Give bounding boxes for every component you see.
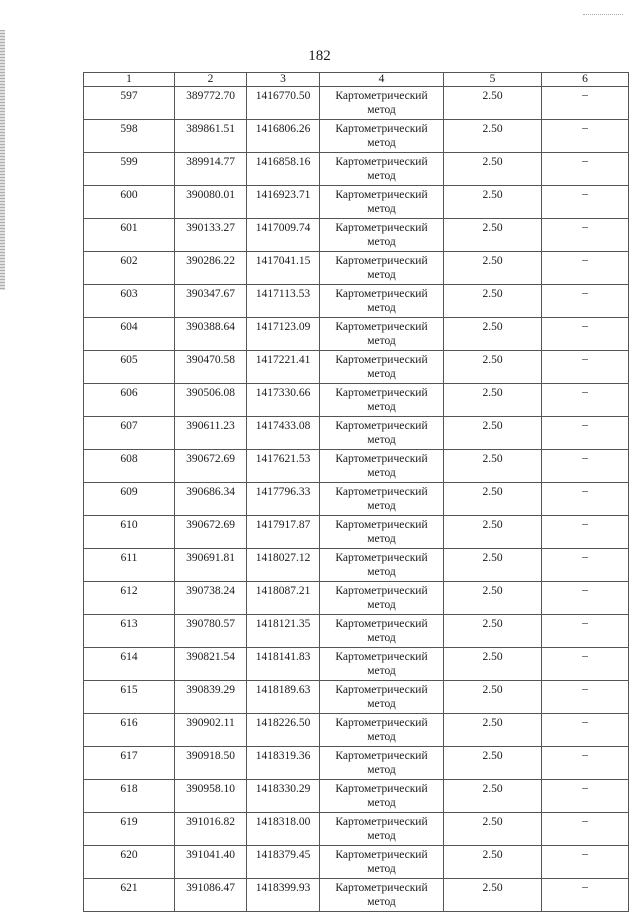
accuracy-cell: 2.50 xyxy=(444,516,542,549)
method-cell xyxy=(320,747,444,780)
point-number-cell: 597 xyxy=(84,87,175,120)
method-line-2: метод xyxy=(367,335,396,347)
table-row xyxy=(84,813,629,846)
method-cell xyxy=(320,285,444,318)
method-line-1: Картометрический xyxy=(335,123,428,135)
method-cell xyxy=(320,252,444,285)
point-number-cell: 598 xyxy=(84,120,175,153)
method-line-2: метод xyxy=(367,500,396,512)
point-number-cell: 606 xyxy=(84,384,175,417)
method-line-1: Картометрический xyxy=(335,288,428,300)
method-line-1: Картометрический xyxy=(335,816,428,828)
y-coordinate-cell: 1417796.33 xyxy=(247,483,320,516)
method-cell xyxy=(320,780,444,813)
method-line-2: метод xyxy=(367,797,396,809)
accuracy-cell: 2.50 xyxy=(444,714,542,747)
point-number-cell: 604 xyxy=(84,318,175,351)
method-line-1: Картометрический xyxy=(335,453,428,465)
note-cell: – xyxy=(542,681,629,714)
note-cell: – xyxy=(542,879,629,912)
note-cell: – xyxy=(542,87,629,120)
accuracy-cell: 2.50 xyxy=(444,351,542,384)
method-cell xyxy=(320,450,444,483)
method-line-2: метод xyxy=(367,170,396,182)
note-cell: – xyxy=(542,384,629,417)
method-cell xyxy=(320,186,444,219)
method-cell xyxy=(320,714,444,747)
x-coordinate-cell: 390958.10 xyxy=(175,780,247,813)
header-row xyxy=(84,73,629,87)
scan-edge-artifact xyxy=(0,30,5,290)
x-coordinate-cell: 390821.54 xyxy=(175,648,247,681)
accuracy-cell: 2.50 xyxy=(444,648,542,681)
x-coordinate-cell: 390918.50 xyxy=(175,747,247,780)
point-number-cell: 599 xyxy=(84,153,175,186)
method-line-1: Картометрический xyxy=(335,222,428,234)
x-coordinate-cell: 390133.27 xyxy=(175,219,247,252)
note-cell: – xyxy=(542,714,629,747)
method-line-2: метод xyxy=(367,731,396,743)
method-line-2: метод xyxy=(367,599,396,611)
x-coordinate-cell: 389914.77 xyxy=(175,153,247,186)
method-line-1: Картометрический xyxy=(335,618,428,630)
method-cell xyxy=(320,417,444,450)
x-coordinate-cell: 390902.11 xyxy=(175,714,247,747)
accuracy-cell: 2.50 xyxy=(444,285,542,318)
y-coordinate-cell: 1418226.50 xyxy=(247,714,320,747)
table-row xyxy=(84,417,629,450)
method-line-1: Картометрический xyxy=(335,156,428,168)
accuracy-cell: 2.50 xyxy=(444,219,542,252)
table-row xyxy=(84,120,629,153)
y-coordinate-cell: 1417917.87 xyxy=(247,516,320,549)
point-number-cell: 601 xyxy=(84,219,175,252)
note-cell: – xyxy=(542,615,629,648)
corner-mark xyxy=(583,14,623,15)
method-cell xyxy=(320,549,444,582)
point-number-cell: 602 xyxy=(84,252,175,285)
x-coordinate-cell: 390672.69 xyxy=(175,450,247,483)
point-number-cell: 603 xyxy=(84,285,175,318)
note-cell: – xyxy=(542,120,629,153)
method-line-2: метод xyxy=(367,863,396,875)
column-header-4: 4 xyxy=(320,73,444,87)
method-cell xyxy=(320,879,444,912)
method-line-1: Картометрический xyxy=(335,750,428,762)
point-number-cell: 616 xyxy=(84,714,175,747)
note-cell: – xyxy=(542,186,629,219)
note-cell: – xyxy=(542,813,629,846)
table-row xyxy=(84,318,629,351)
table-row xyxy=(84,285,629,318)
method-line-2: метод xyxy=(367,764,396,776)
point-number-cell: 608 xyxy=(84,450,175,483)
method-line-2: метод xyxy=(367,401,396,413)
column-header-5: 5 xyxy=(444,73,542,87)
accuracy-cell: 2.50 xyxy=(444,879,542,912)
method-cell xyxy=(320,351,444,384)
note-cell: – xyxy=(542,252,629,285)
accuracy-cell: 2.50 xyxy=(444,87,542,120)
x-coordinate-cell: 390691.81 xyxy=(175,549,247,582)
method-line-2: метод xyxy=(367,302,396,314)
y-coordinate-cell: 1417330.66 xyxy=(247,384,320,417)
method-cell xyxy=(320,483,444,516)
point-number-cell: 619 xyxy=(84,813,175,846)
x-coordinate-cell: 389772.70 xyxy=(175,87,247,120)
table-row xyxy=(84,87,629,120)
point-number-cell: 620 xyxy=(84,846,175,879)
note-cell: – xyxy=(542,516,629,549)
x-coordinate-cell: 389861.51 xyxy=(175,120,247,153)
table-row xyxy=(84,252,629,285)
method-cell xyxy=(320,615,444,648)
method-line-2: метод xyxy=(367,203,396,215)
page-number: 182 xyxy=(308,48,331,64)
accuracy-cell: 2.50 xyxy=(444,384,542,417)
y-coordinate-cell: 1416770.50 xyxy=(247,87,320,120)
y-coordinate-cell: 1417621.53 xyxy=(247,450,320,483)
x-coordinate-cell: 391086.47 xyxy=(175,879,247,912)
point-number-cell: 614 xyxy=(84,648,175,681)
method-line-1: Картометрический xyxy=(335,189,428,201)
point-number-cell: 621 xyxy=(84,879,175,912)
x-coordinate-cell: 390080.01 xyxy=(175,186,247,219)
method-line-1: Картометрический xyxy=(335,651,428,663)
y-coordinate-cell: 1417123.09 xyxy=(247,318,320,351)
y-coordinate-cell: 1418319.36 xyxy=(247,747,320,780)
table-row xyxy=(84,747,629,780)
y-coordinate-cell: 1417221.41 xyxy=(247,351,320,384)
accuracy-cell: 2.50 xyxy=(444,450,542,483)
y-coordinate-cell: 1416806.26 xyxy=(247,120,320,153)
method-line-1: Картометрический xyxy=(335,90,428,102)
method-cell xyxy=(320,318,444,351)
note-cell: – xyxy=(542,483,629,516)
y-coordinate-cell: 1418121.35 xyxy=(247,615,320,648)
method-line-1: Картометрический xyxy=(335,849,428,861)
accuracy-cell: 2.50 xyxy=(444,252,542,285)
coordinates-table xyxy=(83,72,629,912)
method-line-2: метод xyxy=(367,830,396,842)
table-row xyxy=(84,483,629,516)
method-cell xyxy=(320,153,444,186)
table-row xyxy=(84,516,629,549)
accuracy-cell: 2.50 xyxy=(444,846,542,879)
x-coordinate-cell: 390611.23 xyxy=(175,417,247,450)
table-row xyxy=(84,780,629,813)
method-line-2: метод xyxy=(367,665,396,677)
column-header-2: 2 xyxy=(175,73,247,87)
method-line-1: Картометрический xyxy=(335,783,428,795)
y-coordinate-cell: 1417433.08 xyxy=(247,417,320,450)
table-row xyxy=(84,153,629,186)
x-coordinate-cell: 390672.69 xyxy=(175,516,247,549)
x-coordinate-cell: 390388.64 xyxy=(175,318,247,351)
table-row xyxy=(84,384,629,417)
note-cell: – xyxy=(542,648,629,681)
accuracy-cell: 2.50 xyxy=(444,483,542,516)
x-coordinate-cell: 390347.67 xyxy=(175,285,247,318)
method-line-2: метод xyxy=(367,434,396,446)
method-cell xyxy=(320,516,444,549)
y-coordinate-cell: 1418027.12 xyxy=(247,549,320,582)
method-cell xyxy=(320,648,444,681)
point-number-cell: 607 xyxy=(84,417,175,450)
point-number-cell: 618 xyxy=(84,780,175,813)
column-header-6: 6 xyxy=(542,73,629,87)
table-row xyxy=(84,681,629,714)
method-line-1: Картометрический xyxy=(335,321,428,333)
method-line-2: метод xyxy=(367,632,396,644)
accuracy-cell: 2.50 xyxy=(444,120,542,153)
accuracy-cell: 2.50 xyxy=(444,813,542,846)
method-line-1: Картометрический xyxy=(335,684,428,696)
table-row xyxy=(84,648,629,681)
method-cell xyxy=(320,120,444,153)
method-line-2: метод xyxy=(367,104,396,116)
x-coordinate-cell: 391016.82 xyxy=(175,813,247,846)
method-line-2: метод xyxy=(367,467,396,479)
method-line-2: метод xyxy=(367,698,396,710)
x-coordinate-cell: 390506.08 xyxy=(175,384,247,417)
y-coordinate-cell: 1416858.16 xyxy=(247,153,320,186)
method-line-2: метод xyxy=(367,137,396,149)
note-cell: – xyxy=(542,219,629,252)
x-coordinate-cell: 390839.29 xyxy=(175,681,247,714)
x-coordinate-cell: 390686.34 xyxy=(175,483,247,516)
note-cell: – xyxy=(542,450,629,483)
accuracy-cell: 2.50 xyxy=(444,549,542,582)
method-line-1: Картометрический xyxy=(335,354,428,366)
accuracy-cell: 2.50 xyxy=(444,780,542,813)
method-line-1: Картометрический xyxy=(335,552,428,564)
table-row xyxy=(84,351,629,384)
accuracy-cell: 2.50 xyxy=(444,747,542,780)
note-cell: – xyxy=(542,351,629,384)
method-cell xyxy=(320,846,444,879)
method-line-1: Картометрический xyxy=(335,255,428,267)
point-number-cell: 610 xyxy=(84,516,175,549)
note-cell: – xyxy=(542,153,629,186)
note-cell: – xyxy=(542,780,629,813)
table-row xyxy=(84,879,629,912)
method-cell xyxy=(320,582,444,615)
y-coordinate-cell: 1417009.74 xyxy=(247,219,320,252)
accuracy-cell: 2.50 xyxy=(444,582,542,615)
method-cell xyxy=(320,384,444,417)
table-row xyxy=(84,615,629,648)
method-cell xyxy=(320,87,444,120)
x-coordinate-cell: 390286.22 xyxy=(175,252,247,285)
table-body xyxy=(84,87,629,912)
accuracy-cell: 2.50 xyxy=(444,615,542,648)
y-coordinate-cell: 1418087.21 xyxy=(247,582,320,615)
method-line-1: Картометрический xyxy=(335,486,428,498)
method-cell xyxy=(320,219,444,252)
method-line-2: метод xyxy=(367,269,396,281)
y-coordinate-cell: 1418399.93 xyxy=(247,879,320,912)
point-number-cell: 613 xyxy=(84,615,175,648)
table-row xyxy=(84,846,629,879)
point-number-cell: 605 xyxy=(84,351,175,384)
note-cell: – xyxy=(542,417,629,450)
note-cell: – xyxy=(542,846,629,879)
method-line-2: метод xyxy=(367,236,396,248)
method-line-1: Картометрический xyxy=(335,585,428,597)
y-coordinate-cell: 1418141.83 xyxy=(247,648,320,681)
y-coordinate-cell: 1418318.00 xyxy=(247,813,320,846)
point-number-cell: 617 xyxy=(84,747,175,780)
method-line-1: Картометрический xyxy=(335,387,428,399)
method-line-2: метод xyxy=(367,896,396,908)
note-cell: – xyxy=(542,747,629,780)
method-line-1: Картометрический xyxy=(335,717,428,729)
note-cell: – xyxy=(542,285,629,318)
table-row xyxy=(84,714,629,747)
point-number-cell: 615 xyxy=(84,681,175,714)
table-row xyxy=(84,549,629,582)
y-coordinate-cell: 1417113.53 xyxy=(247,285,320,318)
point-number-cell: 600 xyxy=(84,186,175,219)
column-header-1: 1 xyxy=(84,73,175,87)
note-cell: – xyxy=(542,582,629,615)
table-row xyxy=(84,219,629,252)
y-coordinate-cell: 1418189.63 xyxy=(247,681,320,714)
method-line-1: Картометрический xyxy=(335,519,428,531)
method-line-2: метод xyxy=(367,533,396,545)
accuracy-cell: 2.50 xyxy=(444,318,542,351)
note-cell: – xyxy=(542,549,629,582)
x-coordinate-cell: 391041.40 xyxy=(175,846,247,879)
table-row xyxy=(84,450,629,483)
method-line-1: Картометрический xyxy=(335,420,428,432)
table-row xyxy=(84,582,629,615)
x-coordinate-cell: 390470.58 xyxy=(175,351,247,384)
table-row xyxy=(84,186,629,219)
method-cell xyxy=(320,681,444,714)
method-line-2: метод xyxy=(367,368,396,380)
y-coordinate-cell: 1416923.71 xyxy=(247,186,320,219)
x-coordinate-cell: 390780.57 xyxy=(175,615,247,648)
y-coordinate-cell: 1418379.45 xyxy=(247,846,320,879)
accuracy-cell: 2.50 xyxy=(444,186,542,219)
y-coordinate-cell: 1418330.29 xyxy=(247,780,320,813)
note-cell: – xyxy=(542,318,629,351)
point-number-cell: 609 xyxy=(84,483,175,516)
method-line-1: Картометрический xyxy=(335,882,428,894)
point-number-cell: 611 xyxy=(84,549,175,582)
accuracy-cell: 2.50 xyxy=(444,417,542,450)
accuracy-cell: 2.50 xyxy=(444,153,542,186)
column-header-3: 3 xyxy=(247,73,320,87)
y-coordinate-cell: 1417041.15 xyxy=(247,252,320,285)
accuracy-cell: 2.50 xyxy=(444,681,542,714)
method-line-2: метод xyxy=(367,566,396,578)
method-cell xyxy=(320,813,444,846)
x-coordinate-cell: 390738.24 xyxy=(175,582,247,615)
point-number-cell: 612 xyxy=(84,582,175,615)
